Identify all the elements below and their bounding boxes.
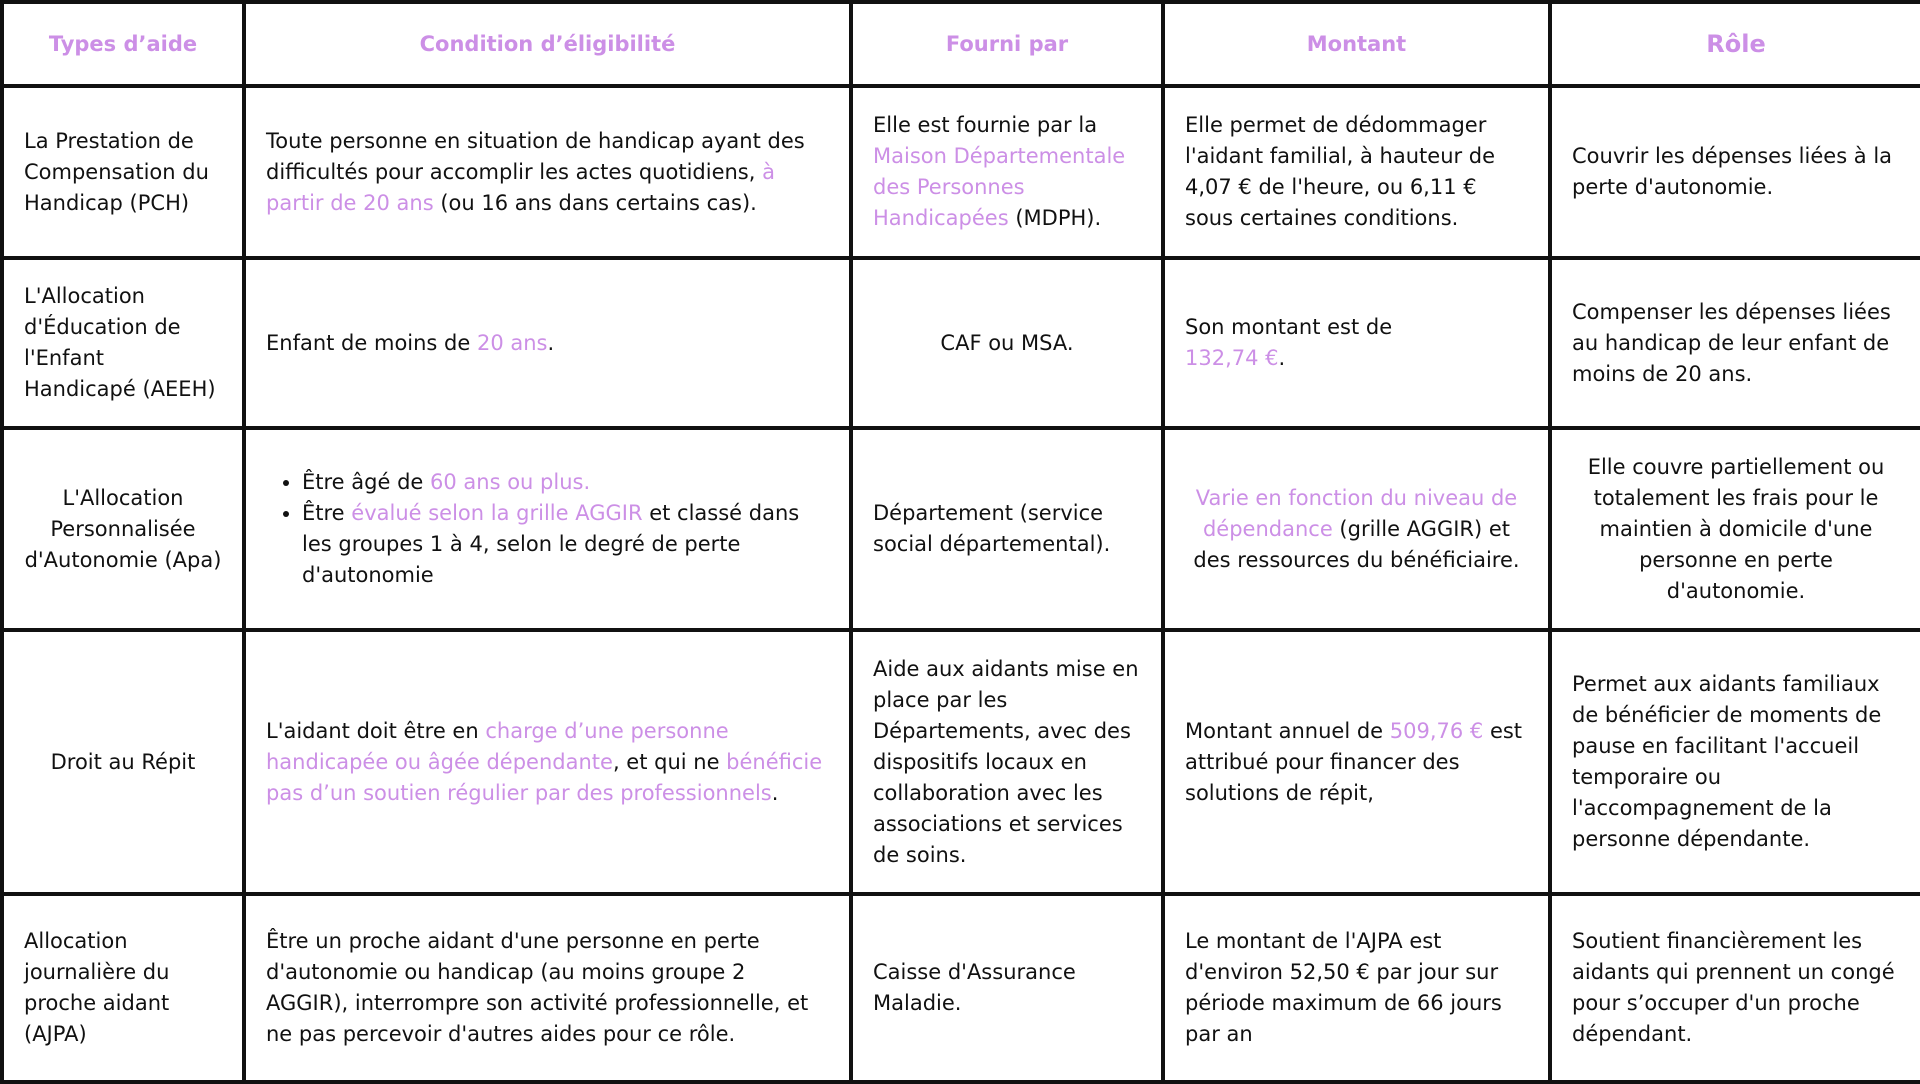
highlight-text: Maison Départementale des Personnes Handicapées (873, 144, 1126, 230)
cell-amount (1163, 630, 1550, 894)
cell-condition (244, 428, 851, 630)
text-segment: (ou 16 ans dans certains cas). (433, 190, 757, 215)
cell-amount (1163, 428, 1550, 630)
highlight-text: charge d’une personne handicapée ou âgée dépendante (266, 718, 729, 774)
cell-type: L'Allocation d'Éducation de l'Enfant Handicapé (AEEH) (2, 258, 244, 428)
text-segment: . (771, 780, 779, 805)
text-segment: . (1278, 346, 1286, 370)
cell-provider: CAF ou MSA. (851, 258, 1163, 428)
cell-role: Soutient financièrement les aidants qui prennent un congé pour s’occuper d'un proche dépendant. (1550, 894, 1920, 1082)
list-item (302, 467, 829, 498)
cell-condition (244, 258, 851, 428)
list-item (302, 498, 829, 591)
text-segment: L'aidant doit être en (266, 718, 486, 743)
cell-provider: Aide aux aidants mise en place par les Départements, avec des dispositifs locaux en collaboration avec les associations et services de soins. (851, 630, 1163, 894)
cell-role: Elle couvre partiellement ou totalement les frais pour le maintien à domicile d'une personne en perte d'autonomie. (1550, 428, 1920, 630)
text-segment: Être (302, 501, 352, 525)
text-segment: , et qui ne (612, 749, 727, 774)
text-segment: (MDPH). (1008, 206, 1102, 230)
cell-provider (851, 86, 1163, 258)
text-segment: Être âgé de (302, 470, 430, 494)
text-segment: (grille AGGIR) et des ressources du bénéficiaire. (1193, 516, 1520, 572)
table-row (2, 258, 1920, 428)
text-segment: Son montant est de (1185, 315, 1393, 339)
text-segment: Elle est fournie par la (873, 113, 1098, 137)
cell-condition (244, 630, 851, 894)
table-row (2, 86, 1920, 258)
cell-type: Allocation journalière du proche aidant (AJPA) (2, 894, 244, 1082)
text-segment: et classé dans les groupes 1 à 4, selon le degré de perte d'autonomie (302, 501, 800, 587)
highlight-text: 132,74 € (1185, 346, 1279, 370)
highlight-text: à partir de 20 ans (266, 159, 775, 215)
text-segment: Enfant de moins de (266, 330, 477, 355)
table-row (2, 894, 1920, 1082)
header-provider: Fourni par (851, 2, 1163, 86)
header-amount: Montant (1163, 2, 1550, 86)
header-role: Rôle (1550, 2, 1920, 86)
cell-condition: Être un proche aidant d'une personne en perte d'autonomie ou handicap (au moins groupe 2 AGGIR), interrompre son activité professionnelle, et ne pas percevoir d'autres aides pour ce rôle. (244, 894, 851, 1082)
highlight-text: 509,76 € (1389, 718, 1484, 743)
cell-provider: Département (service social départemental). (851, 428, 1163, 630)
text-segment: Toute personne en situation de handicap ayant des difficultés pour accomplir les actes quotidiens, (266, 128, 805, 184)
cell-role: Compenser les dépenses liées au handicap de leur enfant de moins de 20 ans. (1550, 258, 1920, 428)
condition-list (266, 467, 829, 591)
cell-condition (244, 86, 851, 258)
table-row (2, 428, 1920, 630)
highlight-text: 60 ans ou plus. (430, 470, 591, 494)
header-row (2, 2, 1920, 86)
cell-amount (1163, 258, 1550, 428)
highlight-text: bénéficie pas d’un soutien régulier par des professionnels (266, 749, 823, 805)
cell-provider: Caisse d'Assurance Maladie. (851, 894, 1163, 1082)
text-segment: . (547, 330, 555, 355)
text-segment: est attribué pour financer des solutions de répit, (1185, 718, 1523, 805)
cell-role: Couvrir les dépenses liées à la perte d'autonomie. (1550, 86, 1920, 258)
highlight-text: 20 ans (476, 330, 548, 355)
text-segment: Montant annuel de (1185, 718, 1390, 743)
cell-amount: Elle permet de dédommager l'aidant familial, à hauteur de 4,07 € de l'heure, ou 6,11 € sous certaines conditions. (1163, 86, 1550, 258)
highlight-text: évalué selon la grille AGGIR (351, 501, 643, 525)
cell-type: L'Allocation Personnalisée d'Autonomie (Apa) (2, 428, 244, 630)
table-row (2, 630, 1920, 894)
cell-type: La Prestation de Compensation du Handicap (PCH) (2, 86, 244, 258)
highlight-text: Varie en fonction du niveau de dépendance (1195, 485, 1518, 541)
cell-type: Droit au Répit (2, 630, 244, 894)
cell-amount: Le montant de l'AJPA est d'environ 52,50 € par jour sur période maximum de 66 jours par an (1163, 894, 1550, 1082)
header-condition: Condition d’éligibilité (244, 2, 851, 86)
cell-role: Permet aux aidants familiaux de bénéficier de moments de pause en facilitant l'accueil temporaire ou l'accompagnement de la personne dépendante. (1550, 630, 1920, 894)
header-type: Types d’aide (2, 2, 244, 86)
